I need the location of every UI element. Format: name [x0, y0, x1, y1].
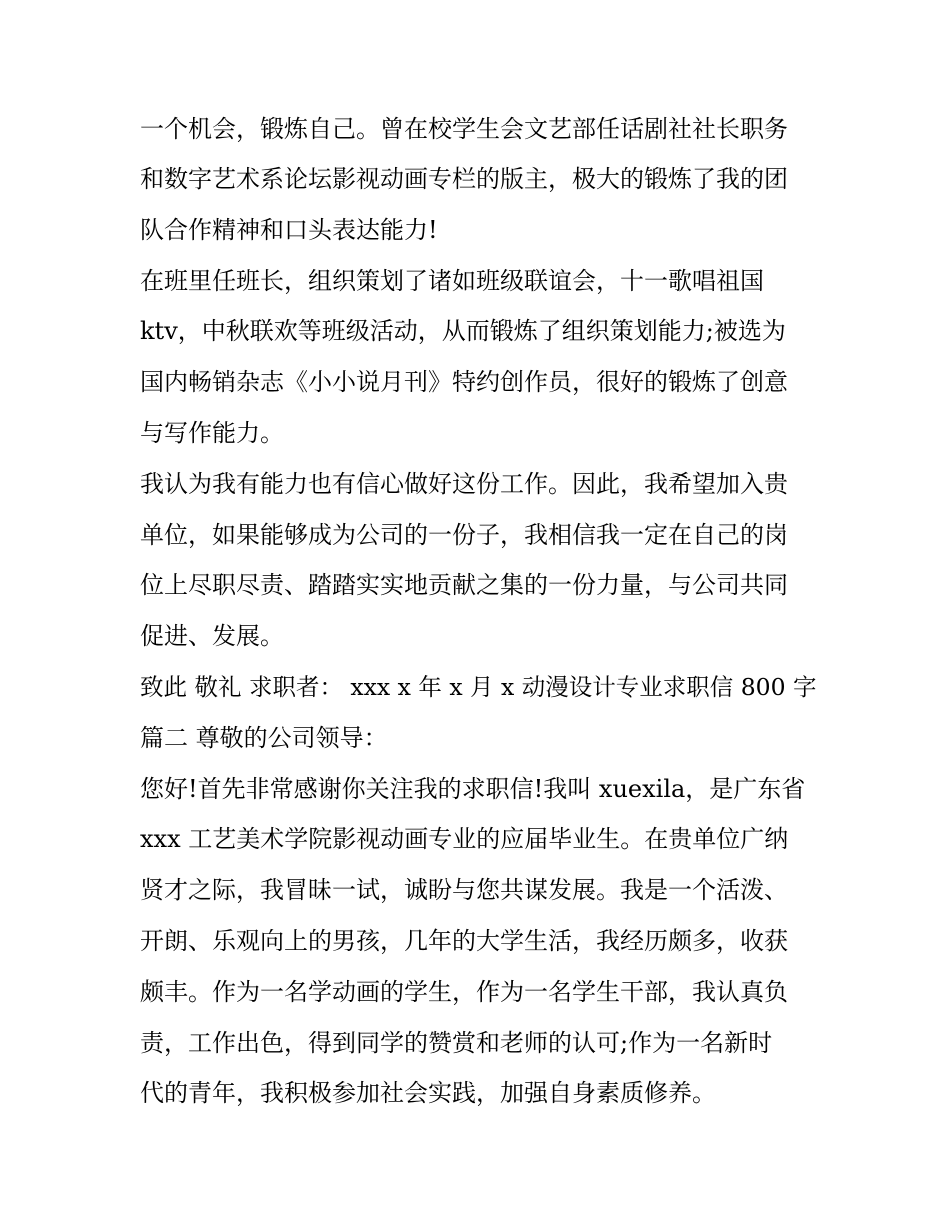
text-line: 单位，如果能够成为公司的一份子，我相信我一定在自己的岗 [140, 521, 788, 549]
text-line: 国内畅销杂志《小小说月刊》特约创作员，很好的锻炼了创意 [140, 368, 788, 396]
text-line: 开朗、乐观向上的男孩，几年的大学生活，我经历颇多，收获 [140, 927, 788, 955]
text-line: 责，工作出色，得到同学的赞赏和老师的认可;作为一名新时 [140, 1029, 773, 1057]
text-line: xxx 工艺美术学院影视动画专业的应届毕业生。在贵单位广纳 [140, 825, 789, 853]
text-line: 颇丰。作为一名学动画的学生，作为一名学生干部，我认真负 [140, 978, 788, 1006]
text-line: 贤才之际，我冒昧一试，诚盼与您共谋发展。我是一个活泼、 [140, 876, 788, 904]
text-line: 位上尽职尽责、踏踏实实地贡献之集的一份力量，与公司共同 [140, 571, 788, 599]
text-line: 促进、发展。 [140, 622, 284, 650]
text-line: 我认为我有能力也有信心做好这份工作。因此，我希望加入贵 [140, 470, 788, 498]
text-line: 致此 敬礼 求职者： xxx x 年 x 月 x 动漫设计专业求职信 800 字 [140, 673, 817, 701]
text-line: 和数字艺术系论坛影视动画专栏的版主，极大的锻炼了我的团 [140, 165, 788, 193]
text-line: 与写作能力。 [140, 419, 284, 447]
text-line: 队合作精神和口头表达能力! [140, 216, 438, 244]
text-line: ktv，中秋联欢等班级活动，从而锻炼了组织策划能力;被选为 [140, 317, 786, 345]
text-line: 一个机会，锻炼自己。曾在校学生会文艺部任话剧社社长职务 [140, 115, 788, 143]
text-line: 代的青年，我积极参加社会实践，加强自身素质修养。 [140, 1079, 716, 1107]
text-line: 在班里任班长，组织策划了诸如班级联谊会，十一歌唱祖国 [140, 267, 764, 295]
text-line: 篇二 尊敬的公司领导： [140, 724, 388, 752]
text-line: 您好!首先非常感谢你关注我的求职信!我叫 xuexila，是广东省 [140, 775, 806, 803]
